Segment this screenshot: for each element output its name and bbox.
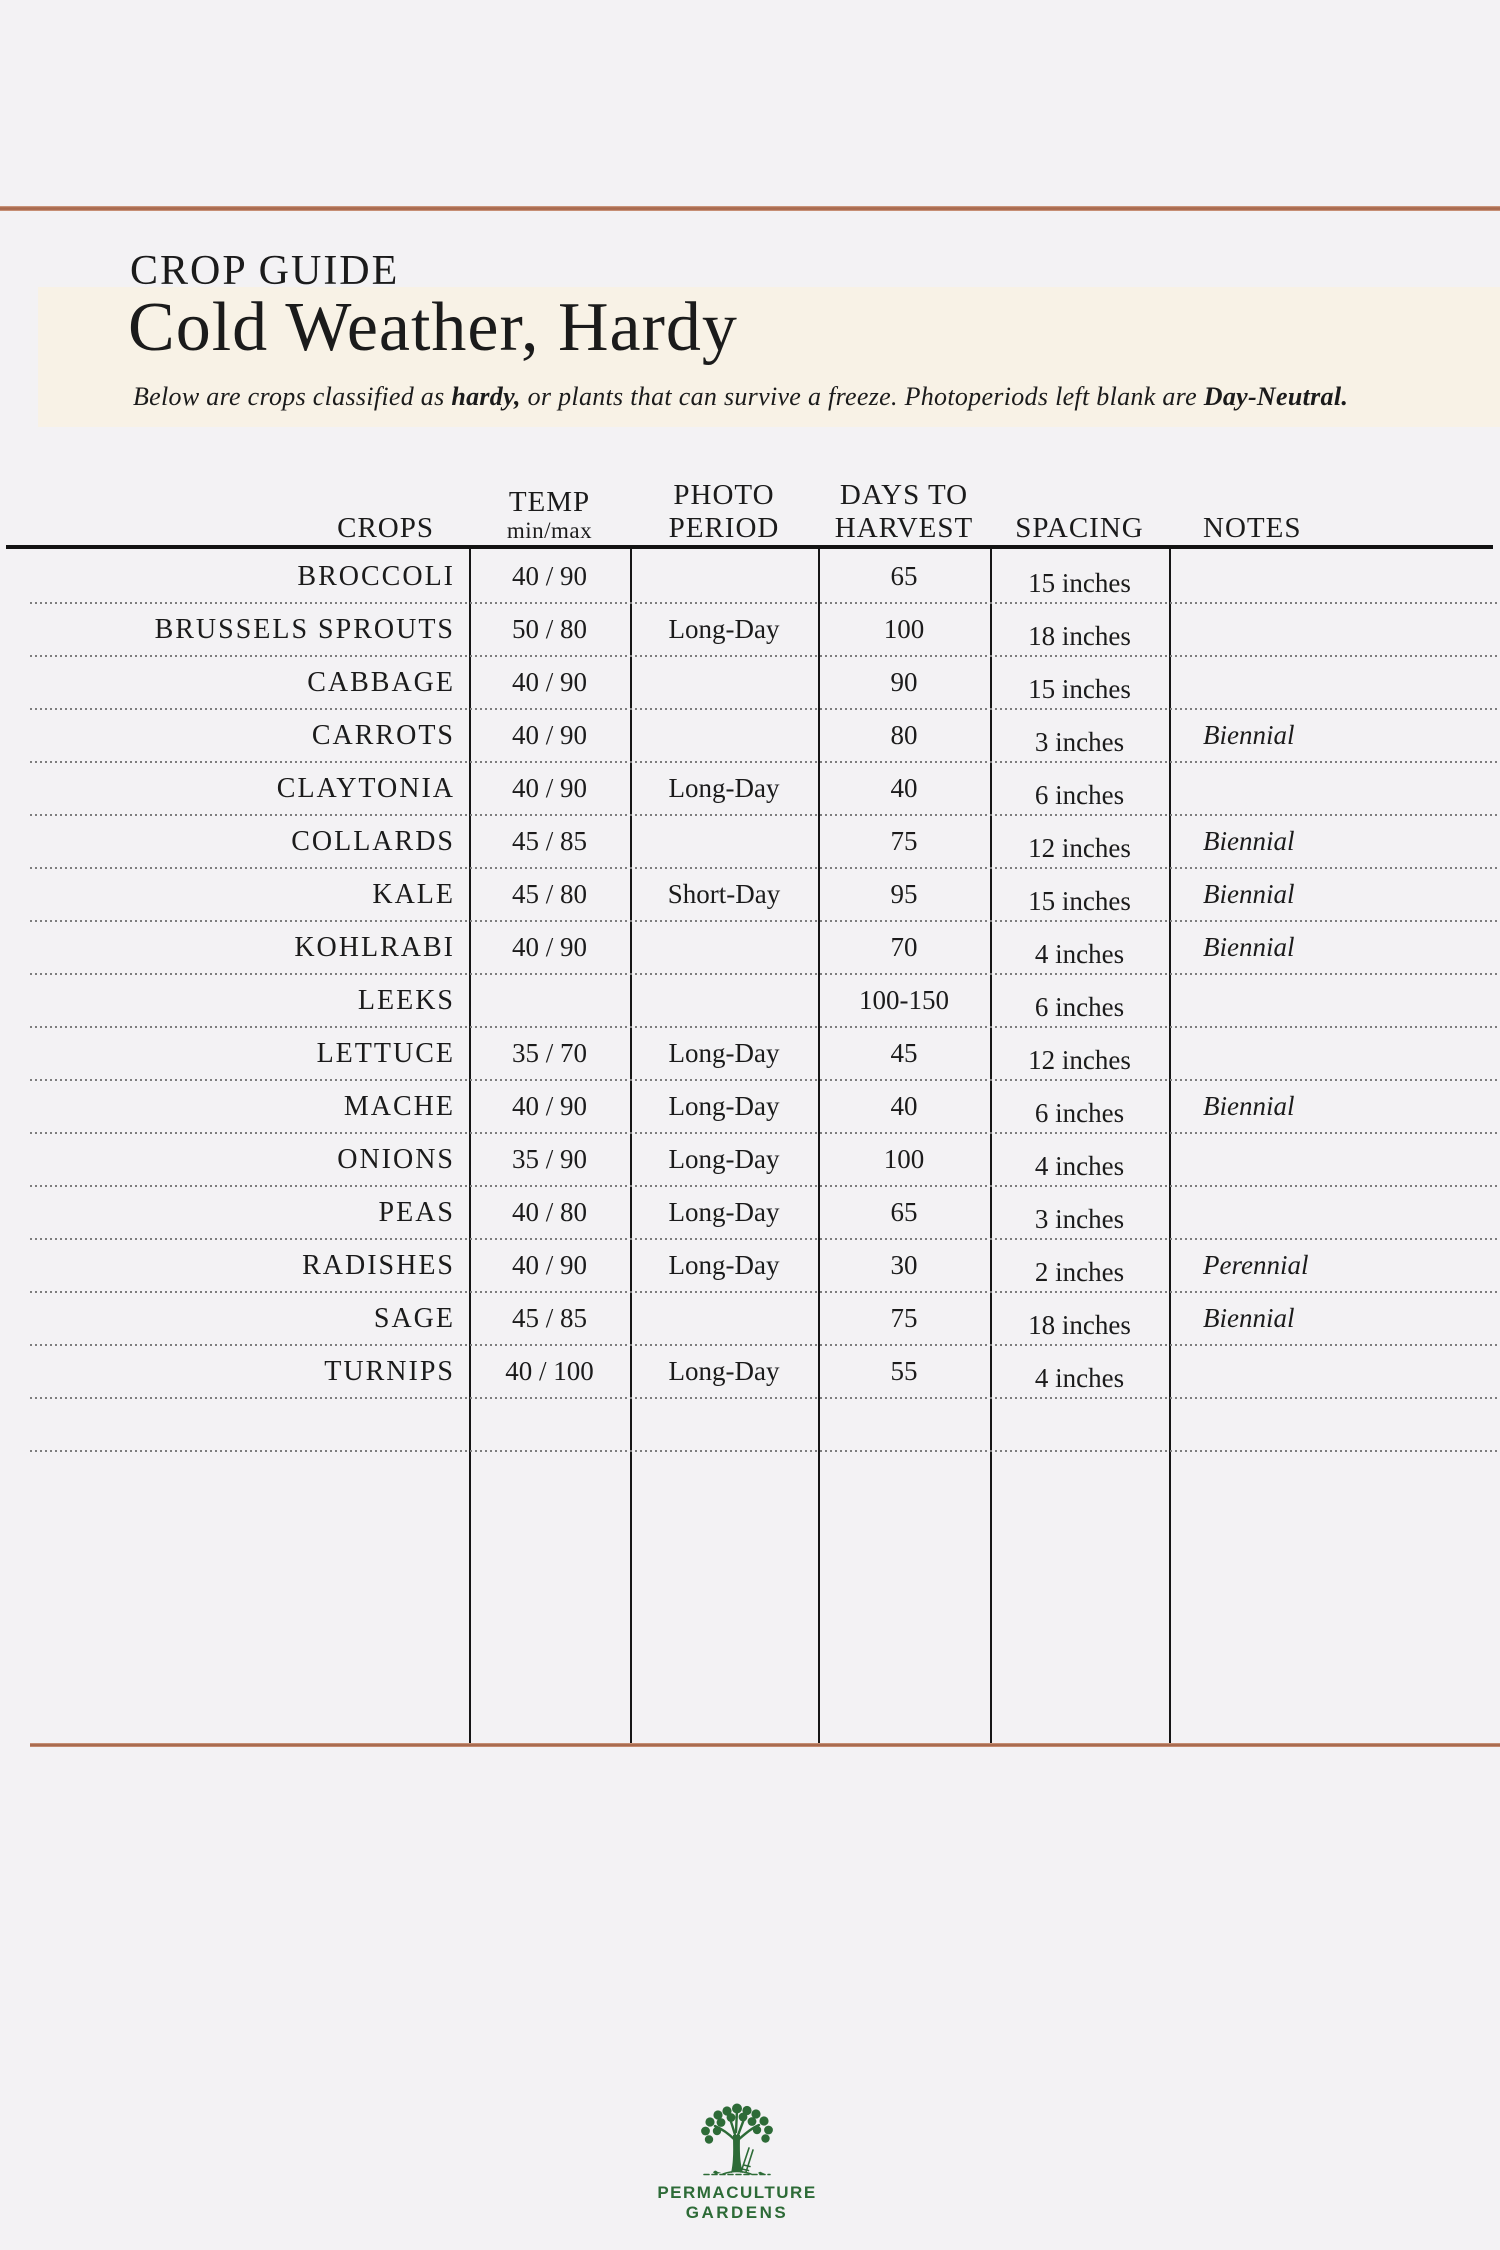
cell-temp-min-max: 40 / 80 (511, 1197, 587, 1227)
cell-notes (1203, 1398, 1483, 1451)
cell-notes: Perennial (1203, 1250, 1309, 1280)
cell-notes (1203, 656, 1483, 709)
cell-days-to-harvest: 100-150 (859, 985, 949, 1015)
cell-notes (1203, 1133, 1483, 1186)
table-row (0, 709, 1500, 762)
cell-temp-min-max: 40 / 90 (511, 932, 587, 962)
cell-crop-name (0, 1398, 455, 1451)
cell-spacing: 6 inches (1034, 779, 1125, 810)
tree-icon (696, 2102, 778, 2182)
cell-spacing: 18 inches (1028, 1309, 1131, 1340)
cell-spacing: 2 inches (1034, 1256, 1125, 1287)
cell-spacing: 6 inches (1034, 1097, 1125, 1128)
cell-notes (1203, 550, 1483, 603)
cell-photoperiod: Long-Day (668, 614, 780, 644)
table-row (0, 868, 1500, 921)
cell-notes (1203, 762, 1483, 815)
cell-notes: Biennial (1203, 879, 1295, 909)
cell-temp-min-max: 40 / 90 (511, 1250, 587, 1280)
cell-photoperiod (630, 656, 818, 709)
cell-photoperiod (630, 921, 818, 974)
cell-temp-min-max: 40 / 90 (511, 667, 587, 697)
table-row (0, 1186, 1500, 1239)
column-header-notes: NOTES (1203, 511, 1302, 544)
cell-crop-name: LEEKS (357, 984, 455, 1016)
cell-temp-min-max: 40 / 90 (511, 773, 587, 803)
cell-spacing: 3 inches (1034, 1203, 1125, 1234)
cell-spacing: 6 inches (1034, 991, 1125, 1022)
cell-spacing: 12 inches (1028, 1044, 1131, 1075)
top-accent-rule (0, 206, 1500, 211)
table-row (0, 815, 1500, 868)
cell-days-to-harvest: 40 (890, 773, 918, 803)
subtitle-segment: Day-Neutral. (1203, 382, 1349, 411)
cell-notes: Biennial (1203, 826, 1295, 856)
cell-notes: Biennial (1203, 720, 1295, 750)
cell-crop-name: PEAS (378, 1196, 455, 1228)
cell-notes (1203, 1186, 1483, 1239)
cell-spacing: 18 inches (1028, 620, 1131, 651)
cell-crop-name: BRUSSELS SPROUTS (154, 613, 455, 645)
cell-notes (1203, 603, 1483, 656)
page-eyebrow: CROP GUIDE (130, 248, 400, 294)
cell-temp-min-max: 35 / 90 (511, 1144, 587, 1174)
cell-days-to-harvest: 75 (890, 826, 918, 856)
subtitle-segment: or plants that can survive a freeze. Photoperiods left blank are (520, 382, 1204, 411)
table-header-rule (6, 545, 1493, 549)
cell-days-to-harvest: 30 (890, 1250, 918, 1280)
cell-notes (1203, 1027, 1483, 1080)
cell-photoperiod: Long-Day (668, 773, 780, 803)
cell-photoperiod (630, 1292, 818, 1345)
cell-temp-min-max: 45 / 85 (511, 826, 587, 856)
cell-spacing: 15 inches (1028, 673, 1131, 704)
column-header-crops: CROPS (337, 511, 434, 544)
cell-crop-name: COLLARDS (291, 825, 455, 857)
cell-spacing: 4 inches (1034, 938, 1125, 969)
column-header-temp-subscript: min/max (506, 518, 593, 544)
table-row (0, 1398, 1500, 1451)
brand-logo (597, 2102, 877, 2224)
table-body (0, 550, 1500, 1451)
cell-spacing: 12 inches (1028, 832, 1131, 863)
cell-spacing: 4 inches (1034, 1362, 1125, 1393)
cell-photoperiod (630, 550, 818, 603)
cell-days-to-harvest: 95 (890, 879, 918, 909)
table-row (0, 656, 1500, 709)
cell-days-to-harvest: 70 (890, 932, 918, 962)
cell-notes (1203, 974, 1483, 1027)
cell-days-to-harvest (818, 1398, 990, 1451)
cell-temp-min-max: 40 / 90 (511, 1091, 587, 1121)
table-row (0, 921, 1500, 974)
column-header-photoperiod: PHOTO PERIOD (668, 479, 780, 544)
table-row (0, 1027, 1500, 1080)
cell-notes (1203, 1345, 1483, 1398)
cell-crop-name: BROCCOLI (297, 560, 455, 592)
table-header (0, 458, 1500, 544)
cell-days-to-harvest: 65 (890, 561, 918, 591)
cell-spacing: 15 inches (1028, 885, 1131, 916)
cell-notes: Biennial (1203, 1091, 1295, 1121)
cell-photoperiod (630, 974, 818, 1027)
cell-temp-min-max: 45 / 80 (511, 879, 587, 909)
table-row (0, 550, 1500, 603)
table-row (0, 603, 1500, 656)
cell-spacing (990, 1398, 1169, 1451)
cell-notes: Biennial (1203, 932, 1295, 962)
cell-photoperiod: Long-Day (668, 1356, 780, 1386)
cell-days-to-harvest: 55 (890, 1356, 918, 1386)
table-row (0, 1239, 1500, 1292)
cell-temp-min-max: 50 / 80 (511, 614, 587, 644)
page-title: Cold Weather, Hardy (128, 289, 738, 366)
row-divider (30, 1450, 1500, 1452)
cell-crop-name: ONIONS (337, 1143, 455, 1175)
cell-crop-name: KOHLRABI (294, 931, 455, 963)
cell-photoperiod (630, 1398, 818, 1451)
cell-photoperiod: Long-Day (668, 1250, 780, 1280)
cell-temp-min-max: 40 / 90 (511, 561, 587, 591)
cell-crop-name: CLAYTONIA (276, 772, 455, 804)
column-header-days-to-harvest: DAYS TO HARVEST (834, 479, 974, 544)
cell-spacing: 15 inches (1028, 567, 1131, 598)
cell-photoperiod: Short-Day (667, 879, 781, 909)
cell-days-to-harvest: 45 (890, 1038, 918, 1068)
cell-temp-min-max: 40 / 90 (511, 720, 587, 750)
cell-notes: Biennial (1203, 1303, 1295, 1333)
subtitle-segment: hardy, (451, 382, 521, 411)
cell-crop-name: KALE (372, 878, 455, 910)
column-header-spacing: SPACING (1015, 511, 1144, 544)
cell-spacing: 4 inches (1034, 1150, 1125, 1181)
table-row (0, 1133, 1500, 1186)
cell-crop-name: TURNIPS (324, 1355, 455, 1387)
cell-photoperiod: Long-Day (668, 1091, 780, 1121)
cell-days-to-harvest: 100 (883, 614, 925, 644)
cell-crop-name: LETTUCE (316, 1037, 455, 1069)
cell-temp-min-max: 35 / 70 (511, 1038, 587, 1068)
cell-photoperiod (630, 709, 818, 762)
table-row (0, 1080, 1500, 1133)
cell-photoperiod: Long-Day (668, 1144, 780, 1174)
table-row (0, 1345, 1500, 1398)
brand-name-line2: GARDENS (685, 2203, 789, 2223)
cell-temp-min-max (469, 1398, 630, 1451)
bottom-accent-rule (30, 1743, 1500, 1747)
cell-crop-name: CABBAGE (307, 666, 455, 698)
cell-photoperiod: Long-Day (668, 1038, 780, 1068)
table-row (0, 762, 1500, 815)
cell-days-to-harvest: 75 (890, 1303, 918, 1333)
cell-crop-name: RADISHES (302, 1249, 455, 1281)
cell-days-to-harvest: 40 (890, 1091, 918, 1121)
cell-temp-min-max (469, 974, 630, 1027)
cell-spacing: 3 inches (1034, 726, 1125, 757)
cell-crop-name: CARROTS (311, 719, 455, 751)
cell-days-to-harvest: 80 (890, 720, 918, 750)
cell-crop-name: MACHE (343, 1090, 455, 1122)
cell-temp-min-max: 40 / 100 (505, 1356, 594, 1386)
page-subtitle (133, 383, 1348, 412)
column-header-temp: TEMP min/max (469, 458, 630, 544)
cell-days-to-harvest: 65 (890, 1197, 918, 1227)
table-row (0, 974, 1500, 1027)
cell-days-to-harvest: 90 (890, 667, 918, 697)
table-row (0, 1292, 1500, 1345)
subtitle-segment: Below are crops classified as (133, 382, 452, 411)
cell-photoperiod: Long-Day (668, 1197, 780, 1227)
cell-crop-name: SAGE (373, 1302, 455, 1334)
brand-name-line1: PERMACULTURE (657, 2183, 817, 2202)
cell-days-to-harvest: 100 (883, 1144, 925, 1174)
cell-photoperiod (630, 815, 818, 868)
cell-temp-min-max: 45 / 85 (511, 1303, 587, 1333)
